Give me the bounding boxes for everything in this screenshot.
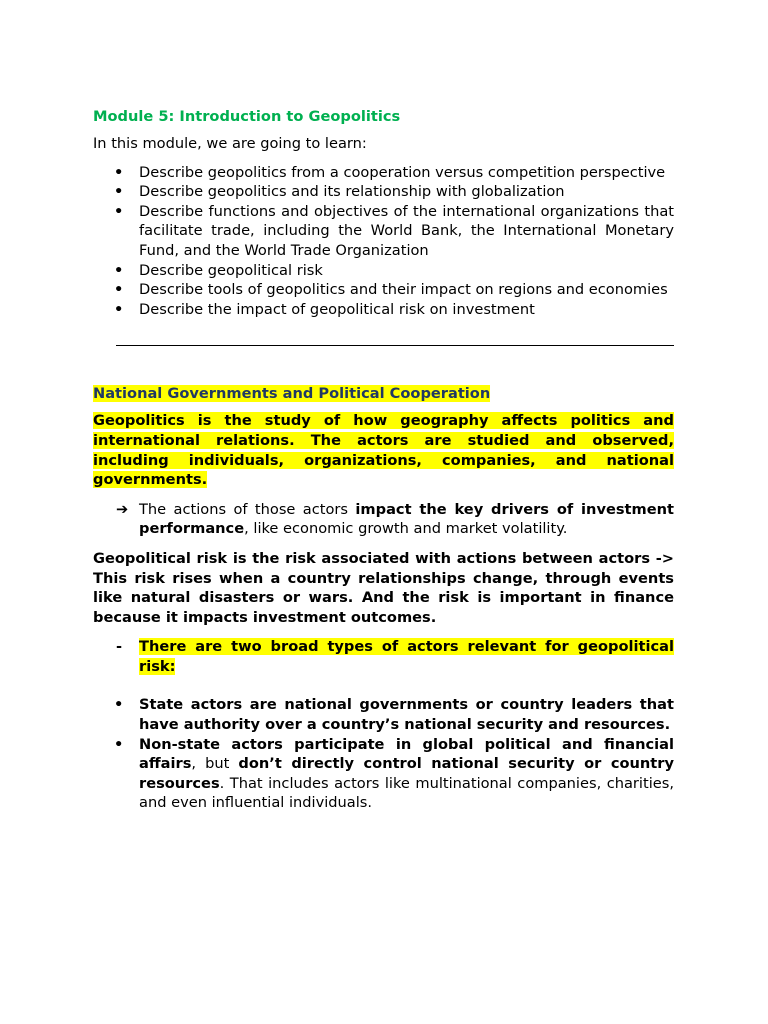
geopolitical-risk-paragraph: Geopolitical risk is the risk associated with actions between actors -> This risk rises when a country relationships change, through events like natural disasters or wars. And the risk is important in finance because it impacts investment outcomes. <box>93 549 674 626</box>
bullet-icon: • <box>114 281 124 299</box>
bullet-icon: • <box>114 163 124 181</box>
list-item: • Describe geopolitics and its relationship with globalization <box>114 183 565 201</box>
actor-types-list <box>93 695 674 813</box>
document-page <box>93 106 674 813</box>
list-item: • Describe geopolitical risk <box>114 261 323 279</box>
bullet-icon: • <box>114 300 124 318</box>
section-heading: National Governments and Political Cooperation <box>93 385 491 403</box>
module-title: Module 5: Introduction to Geopolitics <box>93 108 401 125</box>
bullet-icon: • <box>114 696 124 714</box>
bullet-icon: • <box>114 261 124 279</box>
list-item: • Describe functions and objectives of the international organizations that facilitate trade, including the World Bank, the International Monetary Fund, and the World Trade Organization <box>114 202 674 259</box>
bullet-icon: • <box>114 735 124 753</box>
list-item: • Non-state actors participate in global political and financial affairs, but don’t directly control national security or country resources. That includes actors like multinational companies, charities, and even influential individuals. <box>114 735 674 812</box>
objectives-list <box>93 163 674 320</box>
geopolitics-definition: Geopolitics is the study of how geography affects politics and international relations. The actors are studied and observed, including individuals, organizations, companies, and national governments. <box>93 412 674 489</box>
dash-icon: - <box>116 638 123 656</box>
arrow-right-icon: ➔ <box>116 500 129 518</box>
module-intro: In this module, we are going to learn: <box>93 135 367 152</box>
actor-types-item: - There are two broad types of actors relevant for geopolitical risk: <box>116 638 674 675</box>
list-item: • Describe the impact of geopolitical risk on investment <box>114 300 535 318</box>
bullet-icon: • <box>114 202 124 220</box>
list-item: • State actors are national governments or country leaders that have authority over a country’s national security and resources. <box>114 696 674 734</box>
actors-impact-item: ➔ The actions of those actors impact the key drivers of investment performance, like economic growth and market volatility. <box>116 500 674 538</box>
horizontal-divider <box>116 345 674 346</box>
bullet-icon: • <box>114 183 124 201</box>
list-item: • Describe tools of geopolitics and their impact on regions and economies <box>114 281 668 299</box>
list-item: • Describe geopolitics from a cooperation versus competition perspective <box>114 163 666 181</box>
